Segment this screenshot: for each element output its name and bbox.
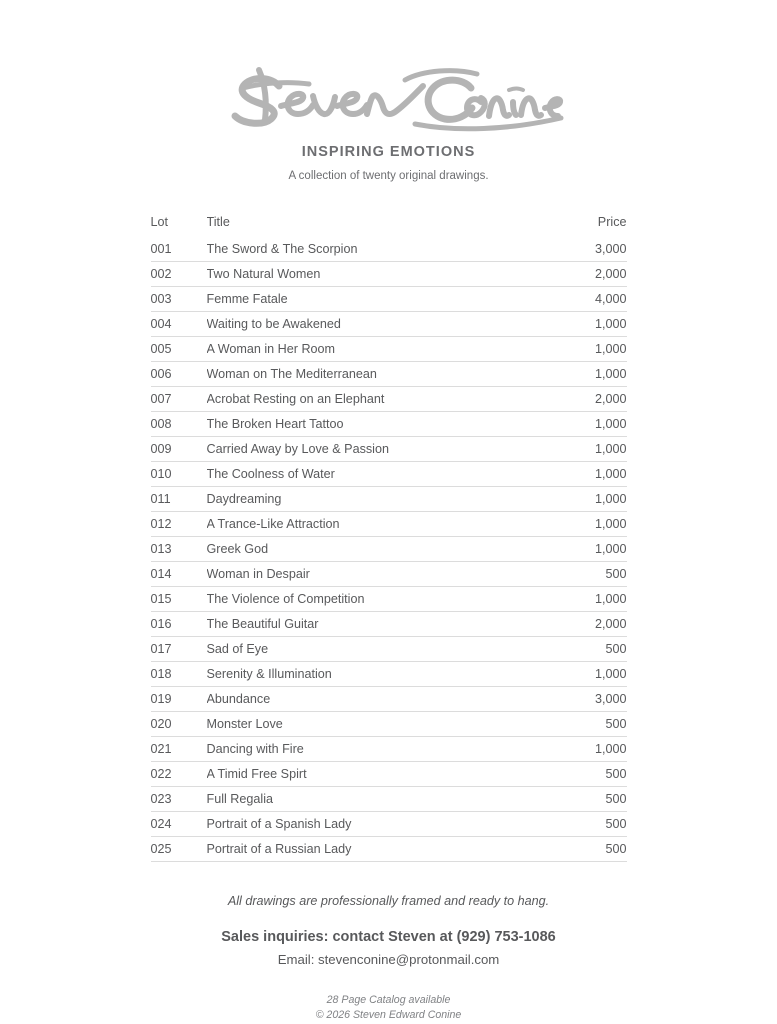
catalog-table-wrapper	[151, 182, 627, 862]
table-row	[151, 587, 627, 612]
cell-lot: 004	[151, 312, 207, 337]
table-row	[151, 687, 627, 712]
cell-price: 500	[547, 812, 627, 837]
cell-price: 1,000	[547, 437, 627, 462]
table-row	[151, 412, 627, 437]
cell-title: The Violence of Competition	[207, 587, 547, 612]
table-row	[151, 612, 627, 637]
cell-title: Carried Away by Love & Passion	[207, 437, 547, 462]
table-row	[151, 437, 627, 462]
cell-title: Two Natural Women	[207, 262, 547, 287]
table-header-row	[151, 207, 627, 237]
cell-lot: 015	[151, 587, 207, 612]
cell-title: Femme Fatale	[207, 287, 547, 312]
cell-title: The Coolness of Water	[207, 462, 547, 487]
table-row	[151, 462, 627, 487]
cell-title: Sad of Eye	[207, 637, 547, 662]
cell-lot: 017	[151, 637, 207, 662]
cell-lot: 002	[151, 262, 207, 287]
cell-lot: 006	[151, 362, 207, 387]
cell-title: Acrobat Resting on an Elephant	[207, 387, 547, 412]
table-row	[151, 837, 627, 862]
column-header-title: Title	[206, 215, 230, 229]
cell-price: 500	[547, 762, 627, 787]
table-row	[151, 662, 627, 687]
cell-title: Portrait of a Russian Lady	[207, 837, 547, 862]
column-header-lot: Lot	[150, 215, 169, 229]
page-footer	[0, 894, 777, 1021]
cell-title: Full Regalia	[207, 787, 547, 812]
table-row	[151, 387, 627, 412]
table-body	[151, 237, 627, 862]
cell-lot: 012	[151, 512, 207, 537]
cell-lot: 005	[151, 337, 207, 362]
table-header	[151, 207, 627, 237]
cell-price: 500	[547, 562, 627, 587]
table-row	[151, 237, 627, 262]
cell-lot: 019	[151, 687, 207, 712]
table-row	[151, 362, 627, 387]
cell-lot: 007	[151, 387, 207, 412]
cell-title: Daydreaming	[207, 487, 547, 512]
cell-title: The Beautiful Guitar	[207, 612, 547, 637]
subtitle: A collection of twenty original drawings.	[288, 170, 489, 182]
cell-price: 1,000	[547, 487, 627, 512]
cell-title: Abundance	[207, 687, 547, 712]
table-row	[151, 562, 627, 587]
cell-lot: 023	[151, 787, 207, 812]
cell-lot: 016	[151, 612, 207, 637]
cell-title: A Woman in Her Room	[207, 337, 547, 362]
cell-title: Portrait of a Spanish Lady	[207, 812, 547, 837]
cell-lot: 024	[151, 812, 207, 837]
table-row	[151, 737, 627, 762]
cell-price: 500	[547, 712, 627, 737]
copyright-line: © 2026 Steven Edward Conine	[315, 1009, 462, 1021]
cell-title: The Broken Heart Tattoo	[207, 412, 547, 437]
table-row	[151, 287, 627, 312]
cell-lot: 011	[151, 487, 207, 512]
cell-title: A Trance-Like Attraction	[207, 512, 547, 537]
cell-price: 1,000	[547, 462, 627, 487]
cell-title: Monster Love	[207, 712, 547, 737]
cell-title: Waiting to be Awakened	[207, 312, 547, 337]
cell-lot: 003	[151, 287, 207, 312]
catalog-availability-note: 28 Page Catalog available	[326, 994, 451, 1006]
email-line: Email: stevenconine@protonmail.com	[277, 952, 500, 967]
table-row	[151, 712, 627, 737]
cell-price: 2,000	[547, 387, 627, 412]
cell-price: 1,000	[547, 512, 627, 537]
catalog-table	[151, 207, 627, 862]
cell-lot: 014	[151, 562, 207, 587]
cell-title: Serenity & Illumination	[207, 662, 547, 687]
cell-price: 4,000	[547, 287, 627, 312]
cell-lot: 009	[151, 437, 207, 462]
table-row	[151, 537, 627, 562]
cell-price: 3,000	[547, 687, 627, 712]
cell-price: 500	[547, 787, 627, 812]
cell-lot: 025	[151, 837, 207, 862]
cell-title: Woman on The Mediterranean	[207, 362, 547, 387]
table-row	[151, 487, 627, 512]
column-header-price: Price	[597, 215, 627, 229]
cell-title: Dancing with Fire	[207, 737, 547, 762]
cell-price: 1,000	[547, 312, 627, 337]
cell-lot: 001	[151, 237, 207, 262]
cell-lot: 008	[151, 412, 207, 437]
cell-price: 1,000	[547, 362, 627, 387]
tagline: INSPIRING EMOTIONS	[301, 144, 476, 160]
cell-lot: 010	[151, 462, 207, 487]
cell-price: 3,000	[547, 237, 627, 262]
table-row	[151, 762, 627, 787]
cell-price: 1,000	[547, 662, 627, 687]
page-header	[0, 0, 777, 182]
cell-title: Woman in Despair	[207, 562, 547, 587]
table-row	[151, 637, 627, 662]
table-row	[151, 337, 627, 362]
signature-script-logo	[209, 62, 569, 134]
cell-price: 2,000	[547, 612, 627, 637]
framed-note: All drawings are professionally framed and ready to hang.	[227, 894, 550, 908]
cell-price: 1,000	[547, 737, 627, 762]
cell-lot: 020	[151, 712, 207, 737]
cell-title: The Sword & The Scorpion	[207, 237, 547, 262]
cell-lot: 022	[151, 762, 207, 787]
table-row	[151, 787, 627, 812]
cell-price: 1,000	[547, 537, 627, 562]
table-row	[151, 812, 627, 837]
cell-price: 1,000	[547, 412, 627, 437]
table-row	[151, 262, 627, 287]
cell-title: A Timid Free Spirt	[207, 762, 547, 787]
cell-price: 2,000	[547, 262, 627, 287]
cell-price: 1,000	[547, 337, 627, 362]
sales-inquiries-line: Sales inquiries: contact Steven at (929) 753-1086	[221, 929, 556, 945]
table-row	[151, 512, 627, 537]
cell-title: Greek God	[207, 537, 547, 562]
table-row	[151, 312, 627, 337]
cell-price: 1,000	[547, 587, 627, 612]
cell-price: 500	[547, 837, 627, 862]
cell-lot: 018	[151, 662, 207, 687]
cell-price: 500	[547, 637, 627, 662]
cell-lot: 013	[151, 537, 207, 562]
cell-lot: 021	[151, 737, 207, 762]
